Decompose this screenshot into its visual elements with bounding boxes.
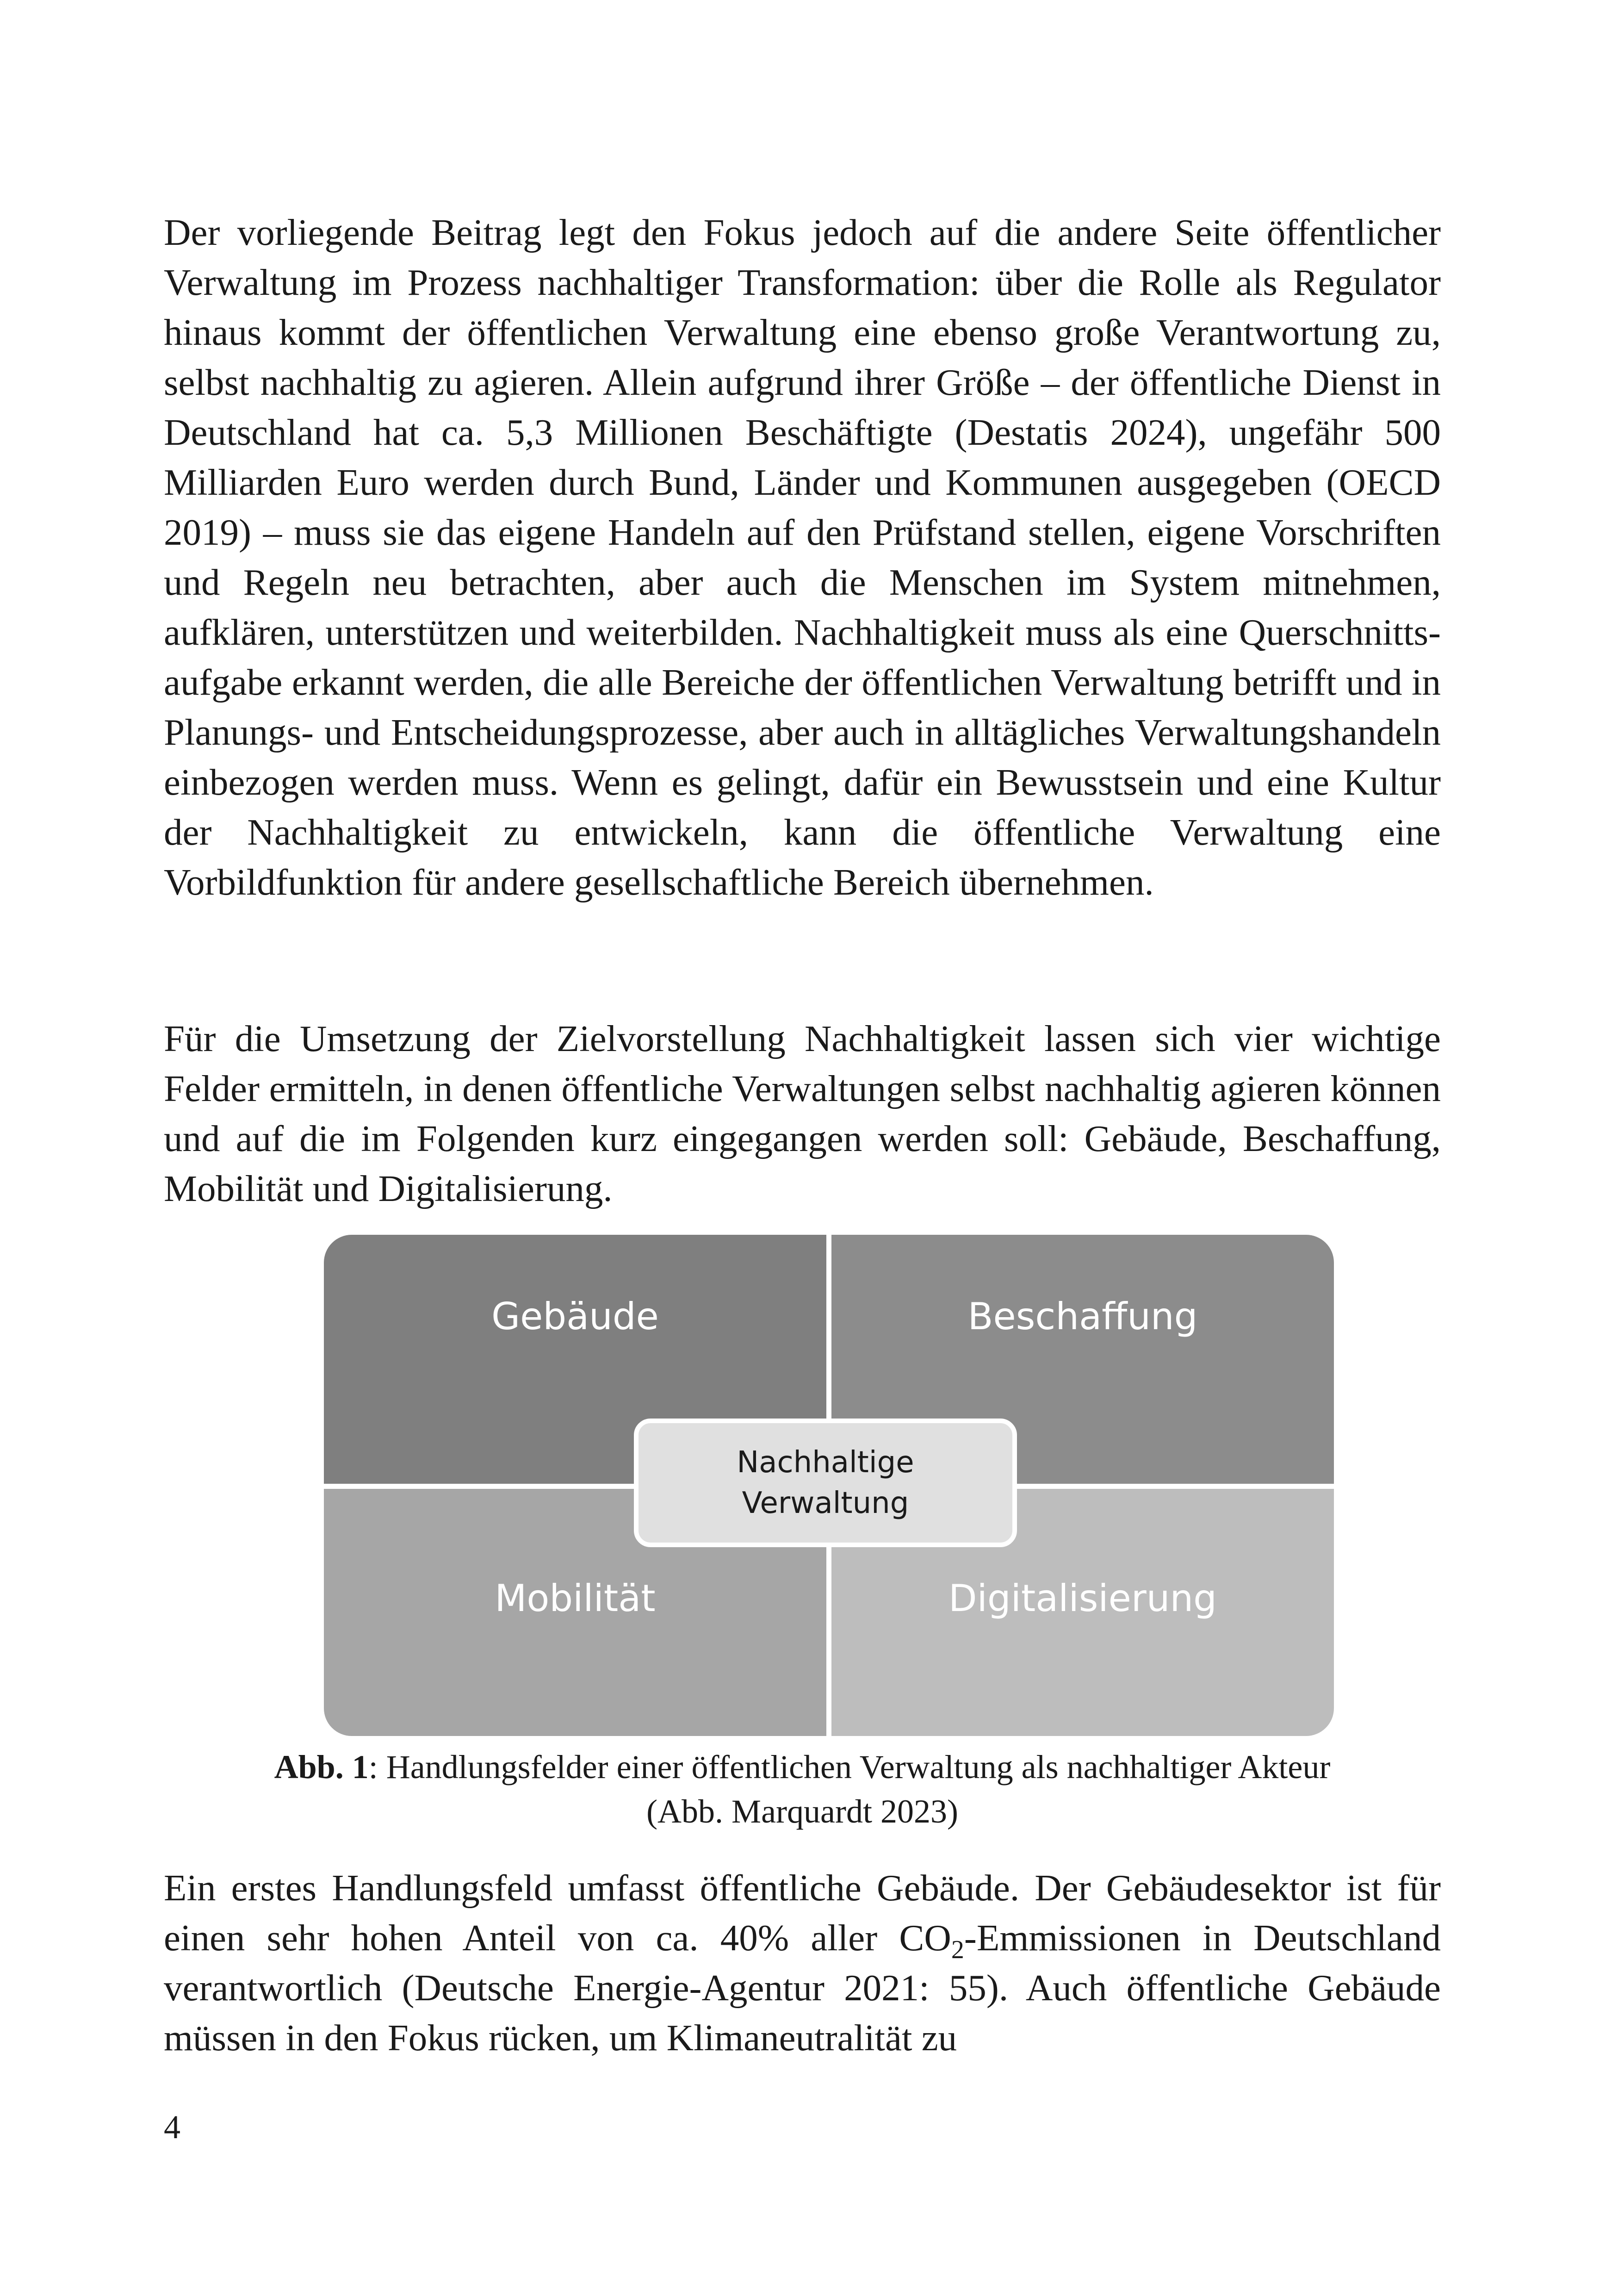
- figure-caption-line-1: [164, 1745, 1441, 1789]
- body-paragraph-2: Für die Umsetzung der Zielvorstellung Nachhaltigkeit lassen sich vier wichtige Felder ermitteln, in denen öffentliche Verwaltungen selbst nachhaltig agieren können und auf die im Folgenden kurz eingegangen werden soll: Gebäude, Beschaffung, Mobilität und Digitalisierung.: [164, 1018, 1441, 1209]
- quadrant-label-procurement: Beschaffung: [967, 1295, 1198, 1338]
- center-node-line-1: Nachhaltige: [737, 1445, 914, 1480]
- quadrant-label-mobility: Mobilität: [495, 1577, 656, 1620]
- quadrant-label-buildings: Gebäude: [491, 1295, 659, 1338]
- figure-caption-label: Abb. 1: [274, 1748, 369, 1786]
- quadrant-label-digitalization: Digitalisierung: [948, 1577, 1217, 1620]
- center-node: [634, 1419, 1017, 1547]
- co2-subscript: 2: [951, 1935, 964, 1965]
- center-node-line-2: Verwaltung: [742, 1486, 909, 1520]
- figure-caption-text: : Handlungsfelder einer öffentlichen Verwaltung als nachhaltiger Akteur: [368, 1748, 1331, 1786]
- figure-caption-source: (Abb. Marquardt 2023): [646, 1793, 958, 1830]
- page-number: 4: [164, 2109, 180, 2146]
- figure-caption: [164, 1745, 1441, 1834]
- body-paragraph-3-part-2: -Emmissionen in Deutschland verantwortlich (Deutsche Energie-Agentur 2021: 55). Auch öffentliche Gebäude müssen in den Fokus rücken, um Klimaneutralität zu: [164, 1917, 1441, 2059]
- body-paragraph-3: [164, 1863, 1441, 2063]
- body-paragraph-3-part-1: Ein erstes Handlungsfeld umfasst öffentliche Gebäude. Der Gebäudesektor ist für einen sehr hohen Anteil von ca. 40% aller CO: [164, 1867, 1441, 1959]
- body-paragraph-1: Der vorliegende Beitrag legt den Fokus jedoch auf die andere Seite öffentlicher Verwaltung im Prozess nachhaltiger Transformation: über die Rolle als Regulator hinaus kommt der öffentlichen Verwaltung eine ebenso große Verantwortung zu, selbst nachhaltig zu agieren. Allein aufgrund ihrer Größe – der öffentliche Dienst in Deutschland hat ca. 5,3 Millionen Beschäftigte (Destatis 2024), ungefähr 500 Milliarden Euro werden durch Bund, Länder und Kommunen ausgegeben (OECD 2019) – muss sie das eigene Handeln auf den Prüfstand stellen, eigene Vorschriften und Regeln neu betrachten, aber auch die Menschen im System mitnehmen, aufklären, unterstützen und weiterbilden. Nachhaltigkeit muss als eine Querschnittsaufgabe erkannt werden, die alle Bereiche der öffentlichen Verwaltung betrifft und in Planungs- und Entscheidungsprozesse, aber auch in alltägliches Verwaltungshandeln einbezogen werden muss. Wenn es gelingt, dafür ein Bewusstsein und eine Kultur der Nachhaltigkeit zu entwickeln, kann die öffentliche Verwaltung eine Vorbildfunktion für andere gesellschaftliche Bereich übernehmen.: [164, 212, 1441, 903]
